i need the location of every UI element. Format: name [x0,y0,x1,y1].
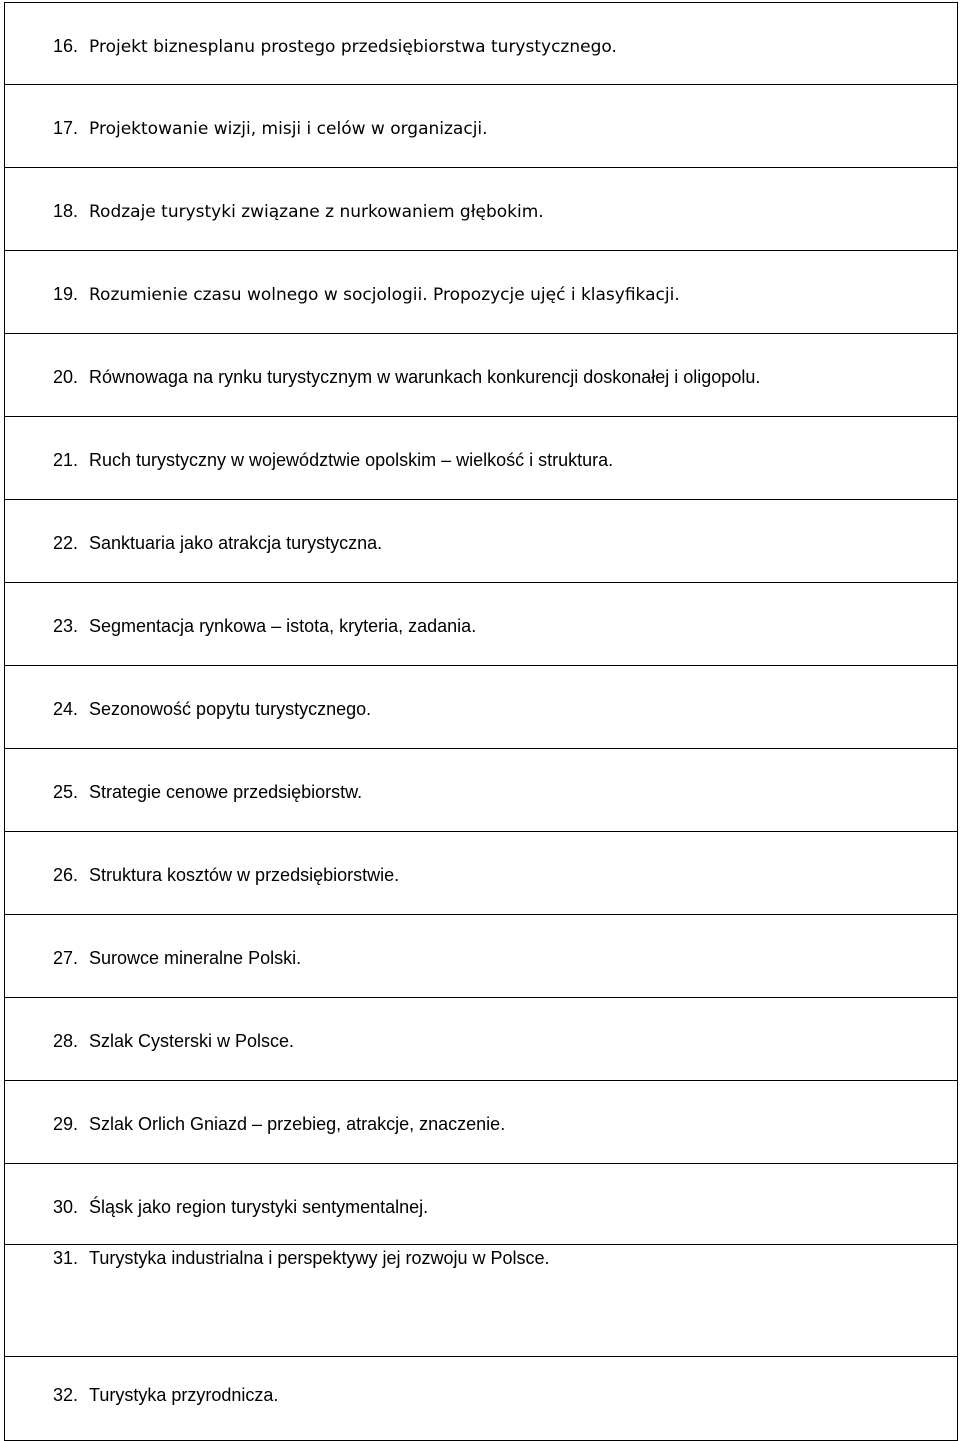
topic-number: 28. [53,1031,79,1051]
topic-number: 32. [53,1385,79,1405]
topic-text: Segmentacja rynkowa – istota, kryteria, zadania. [89,616,477,636]
topic-cell [5,1164,958,1245]
topic-cell [5,832,958,915]
table-row [5,832,958,915]
topic-text: Rozumienie czasu wolnego w socjologii. Propozycje ujęć i klasyfikacji. [89,285,680,305]
table-row [5,500,958,583]
table-row [5,168,958,251]
topic-text: Szlak Cysterski w Polsce. [89,1031,295,1051]
topic-number: 24. [53,699,79,719]
topic-text: Rodzaje turystyki związane z nurkowaniem głębokim. [89,202,544,222]
topic-number: 20. [53,367,79,387]
topic-number: 19. [53,284,79,304]
topic-number: 29. [53,1114,79,1134]
table-row [5,666,958,749]
topic-number: 22. [53,533,79,553]
table-row [5,1081,958,1164]
topic-text: Sanktuaria jako atrakcja turystyczna. [89,533,383,553]
table-row [5,3,958,85]
topic-cell [5,915,958,998]
table-row [5,583,958,666]
table-row [5,334,958,417]
topics-table [4,2,958,1441]
topic-number: 30. [53,1197,79,1217]
topic-cell [5,251,958,334]
topic-number: 31. [53,1248,79,1268]
topic-text: Projekt biznesplanu prostego przedsiębiorstwa turystycznego. [89,37,617,57]
topic-text: Struktura kosztów w przedsiębiorstwie. [89,865,400,885]
topic-text: Równowaga na rynku turystycznym w warunkach konkurencji doskonałej i oligopolu. [89,367,761,387]
table-row [5,915,958,998]
topic-number: 17. [53,118,79,138]
topic-cell [5,168,958,251]
topic-number: 18. [53,201,79,221]
table-row [5,417,958,500]
table-row [5,998,958,1081]
topic-text: Turystyka industrialna i perspektywy jej rozwoju w Polsce. [89,1248,550,1268]
topic-text: Projektowanie wizji, misji i celów w organizacji. [89,119,488,139]
topic-cell [5,749,958,832]
topic-cell [5,1357,958,1441]
topic-text: Ruch turystyczny w województwie opolskim – wielkość i struktura. [89,450,614,470]
topic-cell [5,998,958,1081]
topic-cell [5,1081,958,1164]
topic-number: 21. [53,450,79,470]
topic-cell [5,1245,958,1357]
topic-text: Strategie cenowe przedsiębiorstw. [89,782,363,802]
topic-number: 23. [53,616,79,636]
topic-text: Surowce mineralne Polski. [89,948,302,968]
table-row [5,251,958,334]
topic-cell [5,85,958,168]
topic-number: 26. [53,865,79,885]
topic-cell [5,417,958,500]
topic-cell [5,583,958,666]
topic-cell [5,500,958,583]
table-row [5,749,958,832]
topic-number: 16. [53,36,79,56]
topic-cell [5,666,958,749]
table-row [5,85,958,168]
topic-text: Turystyka przyrodnicza. [89,1385,279,1405]
topic-text: Sezonowość popytu turystycznego. [89,699,372,719]
topic-text: Szlak Orlich Gniazd – przebieg, atrakcje, znaczenie. [89,1114,506,1134]
topic-number: 25. [53,782,79,802]
table-row [5,1357,958,1441]
topic-number: 27. [53,948,79,968]
topic-text: Śląsk jako region turystyki sentymentalnej. [89,1197,429,1217]
table-row [5,1164,958,1245]
topic-cell [5,3,958,85]
table-row [5,1245,958,1357]
topic-cell [5,334,958,417]
